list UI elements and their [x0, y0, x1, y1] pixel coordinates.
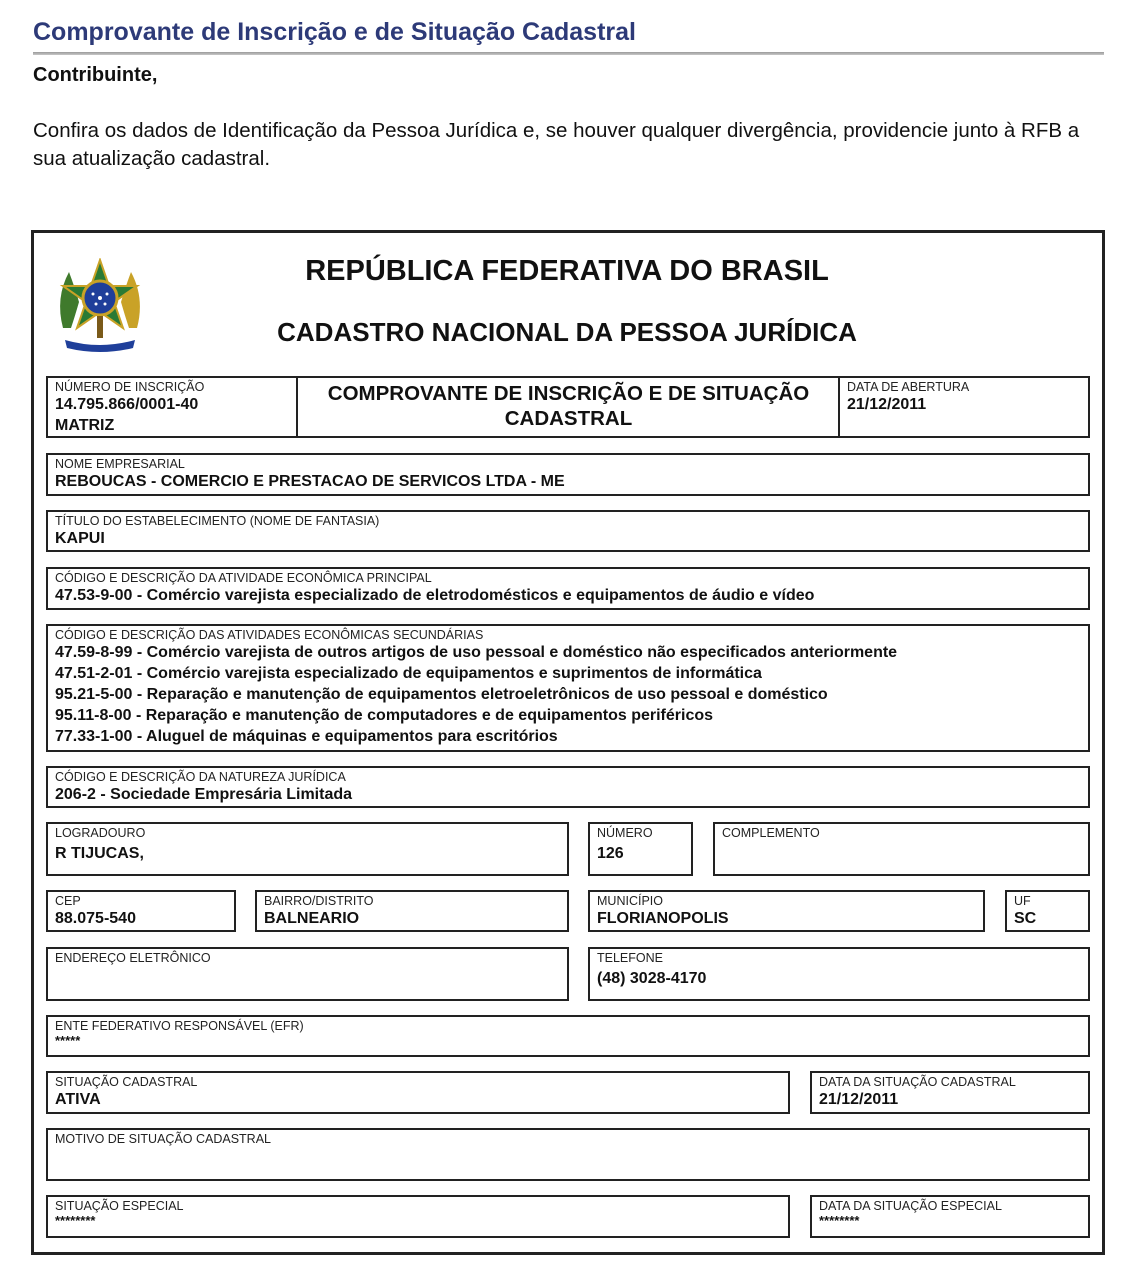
field-label: TELEFONE — [597, 951, 663, 965]
situacao-especial-field — [46, 1195, 790, 1238]
field-value: ATIVA — [55, 1091, 101, 1108]
title-row-divider — [296, 376, 298, 438]
field-label: LOGRADOURO — [55, 826, 146, 840]
field-value: 21/12/2011 — [819, 1091, 899, 1108]
complemento-field — [713, 822, 1090, 876]
field-label: CEP — [55, 894, 81, 908]
atividade-secundaria-item: 47.51-2-01 - Comércio varejista especializado de equipamentos e suprimentos de informática — [55, 665, 762, 682]
matriz-value: MATRIZ — [55, 417, 115, 434]
numero-field — [588, 822, 693, 876]
field-label: DATA DE ABERTURA — [847, 380, 970, 394]
data-abertura-field — [838, 376, 1090, 438]
field-value: ***** — [55, 1033, 81, 1048]
motivo-situacao-field — [46, 1128, 1090, 1181]
title-divider — [33, 52, 1104, 55]
uf-field — [1005, 890, 1090, 932]
atividade-secundaria-item: 77.33-1-00 - Aluguel de máquinas e equipamentos para escritórios — [55, 728, 558, 745]
field-label: SITUAÇÃO CADASTRAL — [55, 1075, 198, 1089]
nome-empresarial-field — [46, 453, 1090, 496]
field-value: FLORIANOPOLIS — [597, 910, 729, 927]
field-label: DATA DA SITUAÇÃO CADASTRAL — [819, 1075, 1016, 1089]
brasao-da-republica-icon — [53, 258, 147, 354]
field-value: (48) 3028-4170 — [597, 970, 707, 987]
field-label: ENDEREÇO ELETRÔNICO — [55, 951, 211, 965]
greeting: Contribuinte, — [33, 64, 158, 86]
field-label: CÓDIGO E DESCRIÇÃO DA ATIVIDADE ECONÔMICA PRINCIPAL — [55, 571, 432, 585]
endereco-eletronico-field — [46, 947, 569, 1001]
field-value: 47.53-9-00 - Comércio varejista especializado de eletrodomésticos e equipamentos de áudio e vídeo — [55, 587, 815, 604]
field-value: 126 — [597, 845, 624, 862]
atividades-secundarias-field — [46, 624, 1090, 752]
bairro-field — [255, 890, 569, 932]
page-title: Comprovante de Inscrição e de Situação Cadastral — [33, 18, 636, 46]
atividade-secundaria-item: 95.11-8-00 - Reparação e manutenção de computadores e de equipamentos periféricos — [55, 707, 714, 724]
efr-field — [46, 1015, 1090, 1057]
field-label: NÚMERO — [597, 826, 653, 840]
field-value: KAPUI — [55, 530, 105, 547]
field-label: UF — [1014, 894, 1031, 908]
field-label: DATA DA SITUAÇÃO ESPECIAL — [819, 1199, 1002, 1213]
header-republica: REPÚBLICA FEDERATIVA DO BRASIL — [305, 255, 829, 287]
field-value: REBOUCAS - COMERCIO E PRESTACAO DE SERVICOS LTDA - ME — [55, 473, 565, 490]
data-situacao-especial-field — [810, 1195, 1090, 1238]
data-situacao-cadastral-field — [810, 1071, 1090, 1114]
field-value: R TIJUCAS, — [55, 845, 144, 862]
municipio-field — [588, 890, 985, 932]
field-label: MUNICÍPIO — [597, 894, 663, 908]
field-value: ******** — [819, 1213, 860, 1228]
field-label: SITUAÇÃO ESPECIAL — [55, 1199, 184, 1213]
telefone-field — [588, 947, 1090, 1001]
field-label: CÓDIGO E DESCRIÇÃO DA NATUREZA JURÍDICA — [55, 770, 346, 784]
cep-field — [46, 890, 236, 932]
field-label: ENTE FEDERATIVO RESPONSÁVEL (EFR) — [55, 1019, 304, 1033]
field-label: NOME EMPRESARIAL — [55, 457, 185, 471]
title-row-divider — [838, 376, 840, 438]
field-value: 206-2 - Sociedade Empresária Limitada — [55, 786, 353, 803]
situacao-cadastral-field — [46, 1071, 790, 1114]
field-label: BAIRRO/DISTRITO — [264, 894, 374, 908]
field-value: SC — [1014, 910, 1037, 927]
field-value: 88.075-540 — [55, 910, 136, 927]
numero-inscricao-field — [46, 376, 298, 438]
field-value: BALNEARIO — [264, 910, 360, 927]
field-label: MOTIVO DE SITUAÇÃO CADASTRAL — [55, 1132, 272, 1146]
field-value: 21/12/2011 — [847, 396, 927, 413]
intro-text: Confira os dados de Identificação da Pessoa Jurídica e, se houver qualquer divergência, providencie junto à RFB a sua atualização cadastral. — [33, 119, 1080, 170]
atividade-principal-field — [46, 567, 1090, 610]
field-label: TÍTULO DO ESTABELECIMENTO (NOME DE FANTASIA) — [55, 514, 380, 528]
field-label: NÚMERO DE INSCRIÇÃO — [55, 380, 205, 394]
titulo-estabelecimento-field — [46, 510, 1090, 552]
atividade-secundaria-item: 47.59-8-99 - Comércio varejista de outros artigos de uso pessoal e doméstico não especificados anteriormente — [55, 644, 898, 661]
document-title: COMPROVANTE DE INSCRIÇÃO E DE SITUAÇÃO CADASTRAL — [297, 376, 840, 438]
atividade-secundaria-item: 95.21-5-00 - Reparação e manutenção de equipamentos eletroeletrônicos de uso pessoal e doméstico — [55, 686, 828, 703]
field-label: COMPLEMENTO — [722, 826, 820, 840]
header-cadastro: CADASTRO NACIONAL DA PESSOA JURÍDICA — [277, 317, 857, 347]
field-value: 14.795.866/0001-40 — [55, 396, 199, 413]
field-label: CÓDIGO E DESCRIÇÃO DAS ATIVIDADES ECONÔMICAS SECUNDÁRIAS — [55, 628, 484, 642]
logradouro-field — [46, 822, 569, 876]
natureza-juridica-field — [46, 766, 1090, 808]
field-value: ******** — [55, 1213, 96, 1228]
